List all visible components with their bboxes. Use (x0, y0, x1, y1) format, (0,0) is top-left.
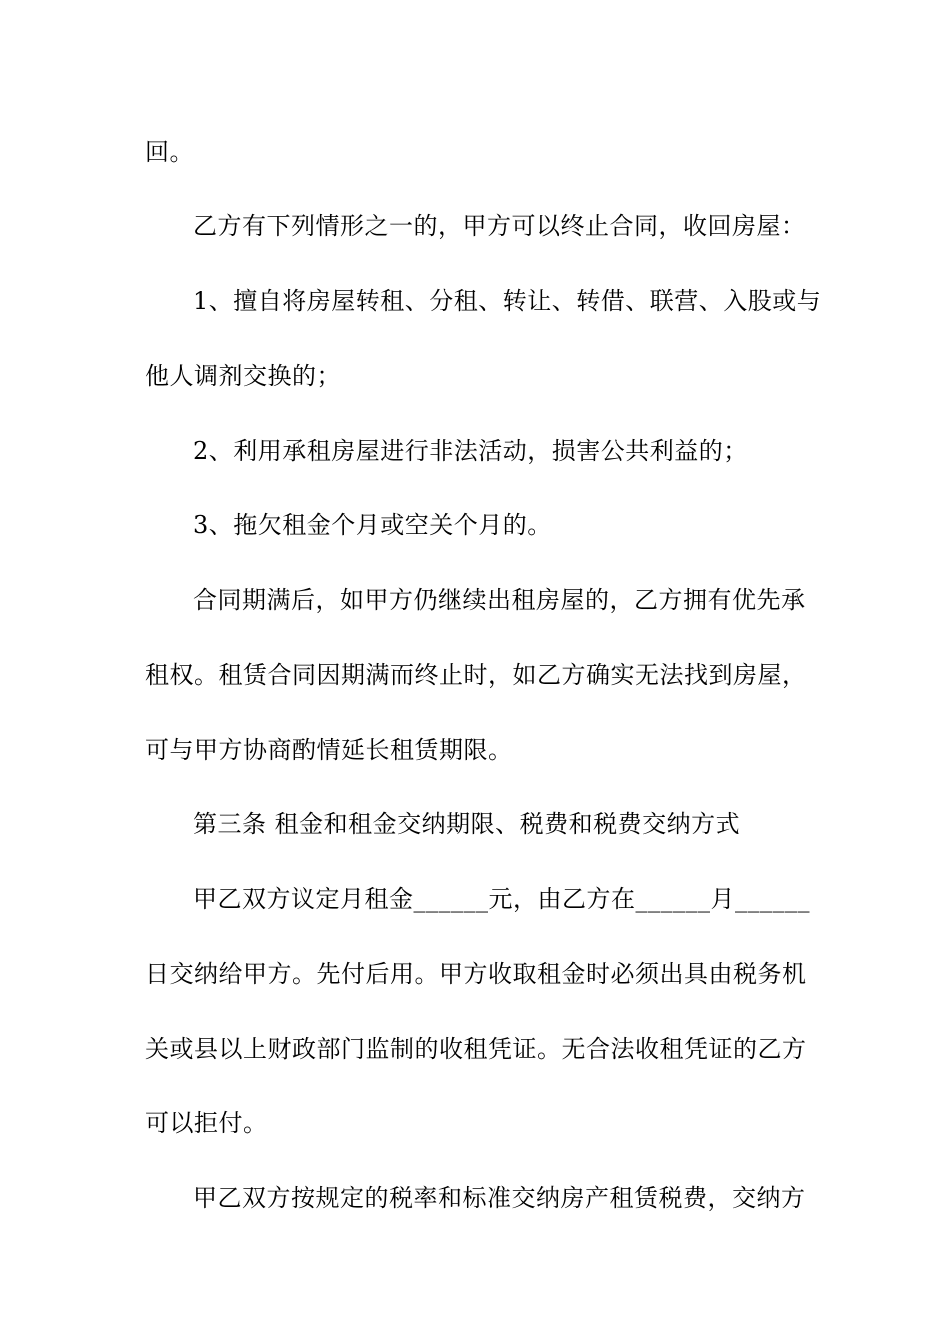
text-line-14: 可以拒付。 (145, 1109, 268, 1137)
text-line-3: 1、擅自将房屋转租、分租、转让、转借、联营、入股或与 (193, 287, 822, 315)
text-line-9: 可与甲方协商酌情延长租赁期限。 (145, 736, 513, 764)
text-line-13: 关或县以上财政部门监制的收租凭证。无合法收租凭证的乙方 (145, 1035, 807, 1063)
text-line-12: 日交纳给甲方。先付后用。甲方收取租金时必须出具由税务机 (145, 960, 807, 988)
text-line-4: 他人调剂交换的； (145, 362, 341, 390)
text-line-15: 甲乙双方按规定的税率和标准交纳房产租赁税费，交纳方 (193, 1184, 806, 1212)
text-line-11: 甲乙双方议定月租金______元，由乙方在______月______ (193, 885, 810, 913)
section-heading: 第三条 租金和租金交纳期限、税费和税费交纳方式 (193, 810, 741, 838)
text-line-1: 回。 (145, 138, 194, 166)
text-line-2: 乙方有下列情形之一的，甲方可以终止合同，收回房屋： (193, 212, 806, 240)
text-line-7: 合同期满后，如甲方仍继续出租房屋的，乙方拥有优先承 (193, 586, 806, 614)
text-line-6: 3、拖欠租金个月或空关个月的。 (193, 511, 552, 539)
text-line-8: 租权。租赁合同因期满而终止时，如乙方确实无法找到房屋， (145, 661, 807, 689)
text-line-5: 2、利用承租房屋进行非法活动，损害公共利益的； (193, 437, 748, 465)
